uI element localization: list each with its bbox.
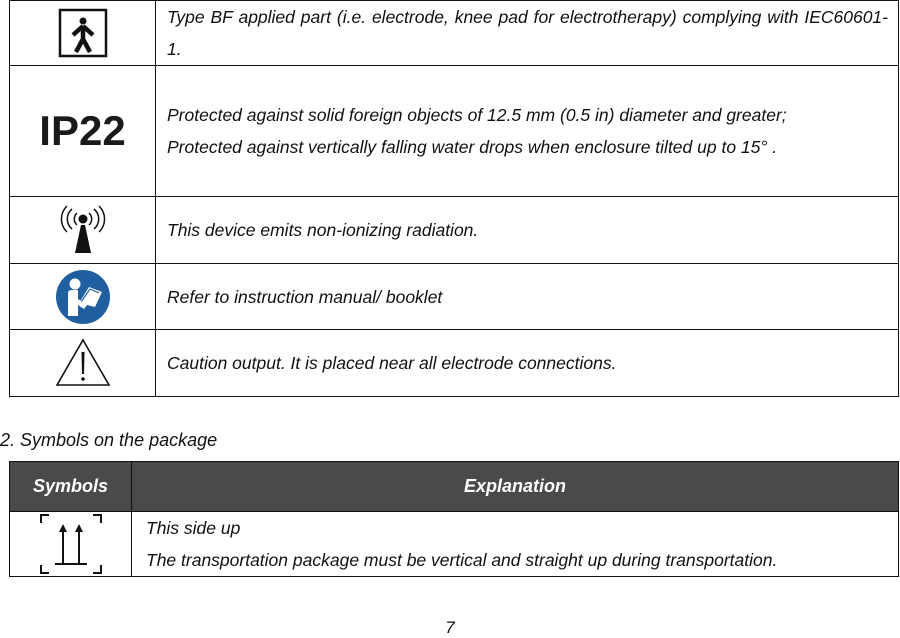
explanation-text: The transportation package must be vertical and straight up during transportation.	[146, 550, 778, 570]
symbol-cell	[10, 197, 156, 264]
explanation-text: Refer to instruction manual/ booklet	[167, 286, 443, 307]
explanation-text: This device emits non-ionizing radiation.	[167, 220, 479, 240]
explanation-title: This side up	[146, 518, 241, 538]
symbol-cell	[10, 66, 156, 197]
symbol-cell	[10, 264, 156, 330]
table-row	[10, 1, 899, 66]
table-row	[10, 330, 899, 397]
table-header-row	[10, 462, 899, 512]
explanation-cell	[156, 264, 899, 330]
explanation-text: Caution output. It is placed near all electrode connections.	[167, 353, 617, 373]
explanation-cell	[156, 197, 899, 264]
header-explanation: Explanation	[132, 462, 899, 512]
symbol-cell	[10, 1, 156, 66]
explanation-cell	[156, 330, 899, 397]
table-row	[10, 512, 899, 577]
this-side-up-icon	[39, 513, 103, 575]
table-row	[10, 197, 899, 264]
symbol-cell	[10, 512, 132, 577]
non-ionizing-radiation-icon	[60, 205, 106, 255]
section-caption: 2. Symbols on the package	[0, 430, 218, 450]
explanation-cell	[132, 512, 899, 577]
type-bf-applied-part-icon	[58, 8, 108, 58]
explanation-cell	[156, 1, 899, 66]
explanation-text: Protected against solid foreign objects of 12.5 mm (0.5 in) diameter and greater;	[167, 105, 787, 125]
explanation-text: Type BF applied part (i.e. electrode, knee pad for electrotherapy) complying with IEC60601-1.	[167, 7, 888, 59]
header-symbols: Symbols	[10, 462, 132, 512]
explanation-cell	[156, 66, 899, 197]
symbol-cell	[10, 330, 156, 397]
package-symbols-table	[9, 461, 899, 577]
ip22-rating-icon: IP22	[39, 107, 126, 154]
symbols-table	[9, 0, 899, 397]
table-row	[10, 66, 899, 197]
explanation-text: Protected against vertically falling water drops when enclosure tilted up to 15° .	[167, 137, 778, 157]
caution-warning-icon	[55, 338, 111, 388]
refer-to-manual-icon	[55, 269, 111, 325]
table-row	[10, 264, 899, 330]
page-number: 7	[445, 618, 455, 637]
